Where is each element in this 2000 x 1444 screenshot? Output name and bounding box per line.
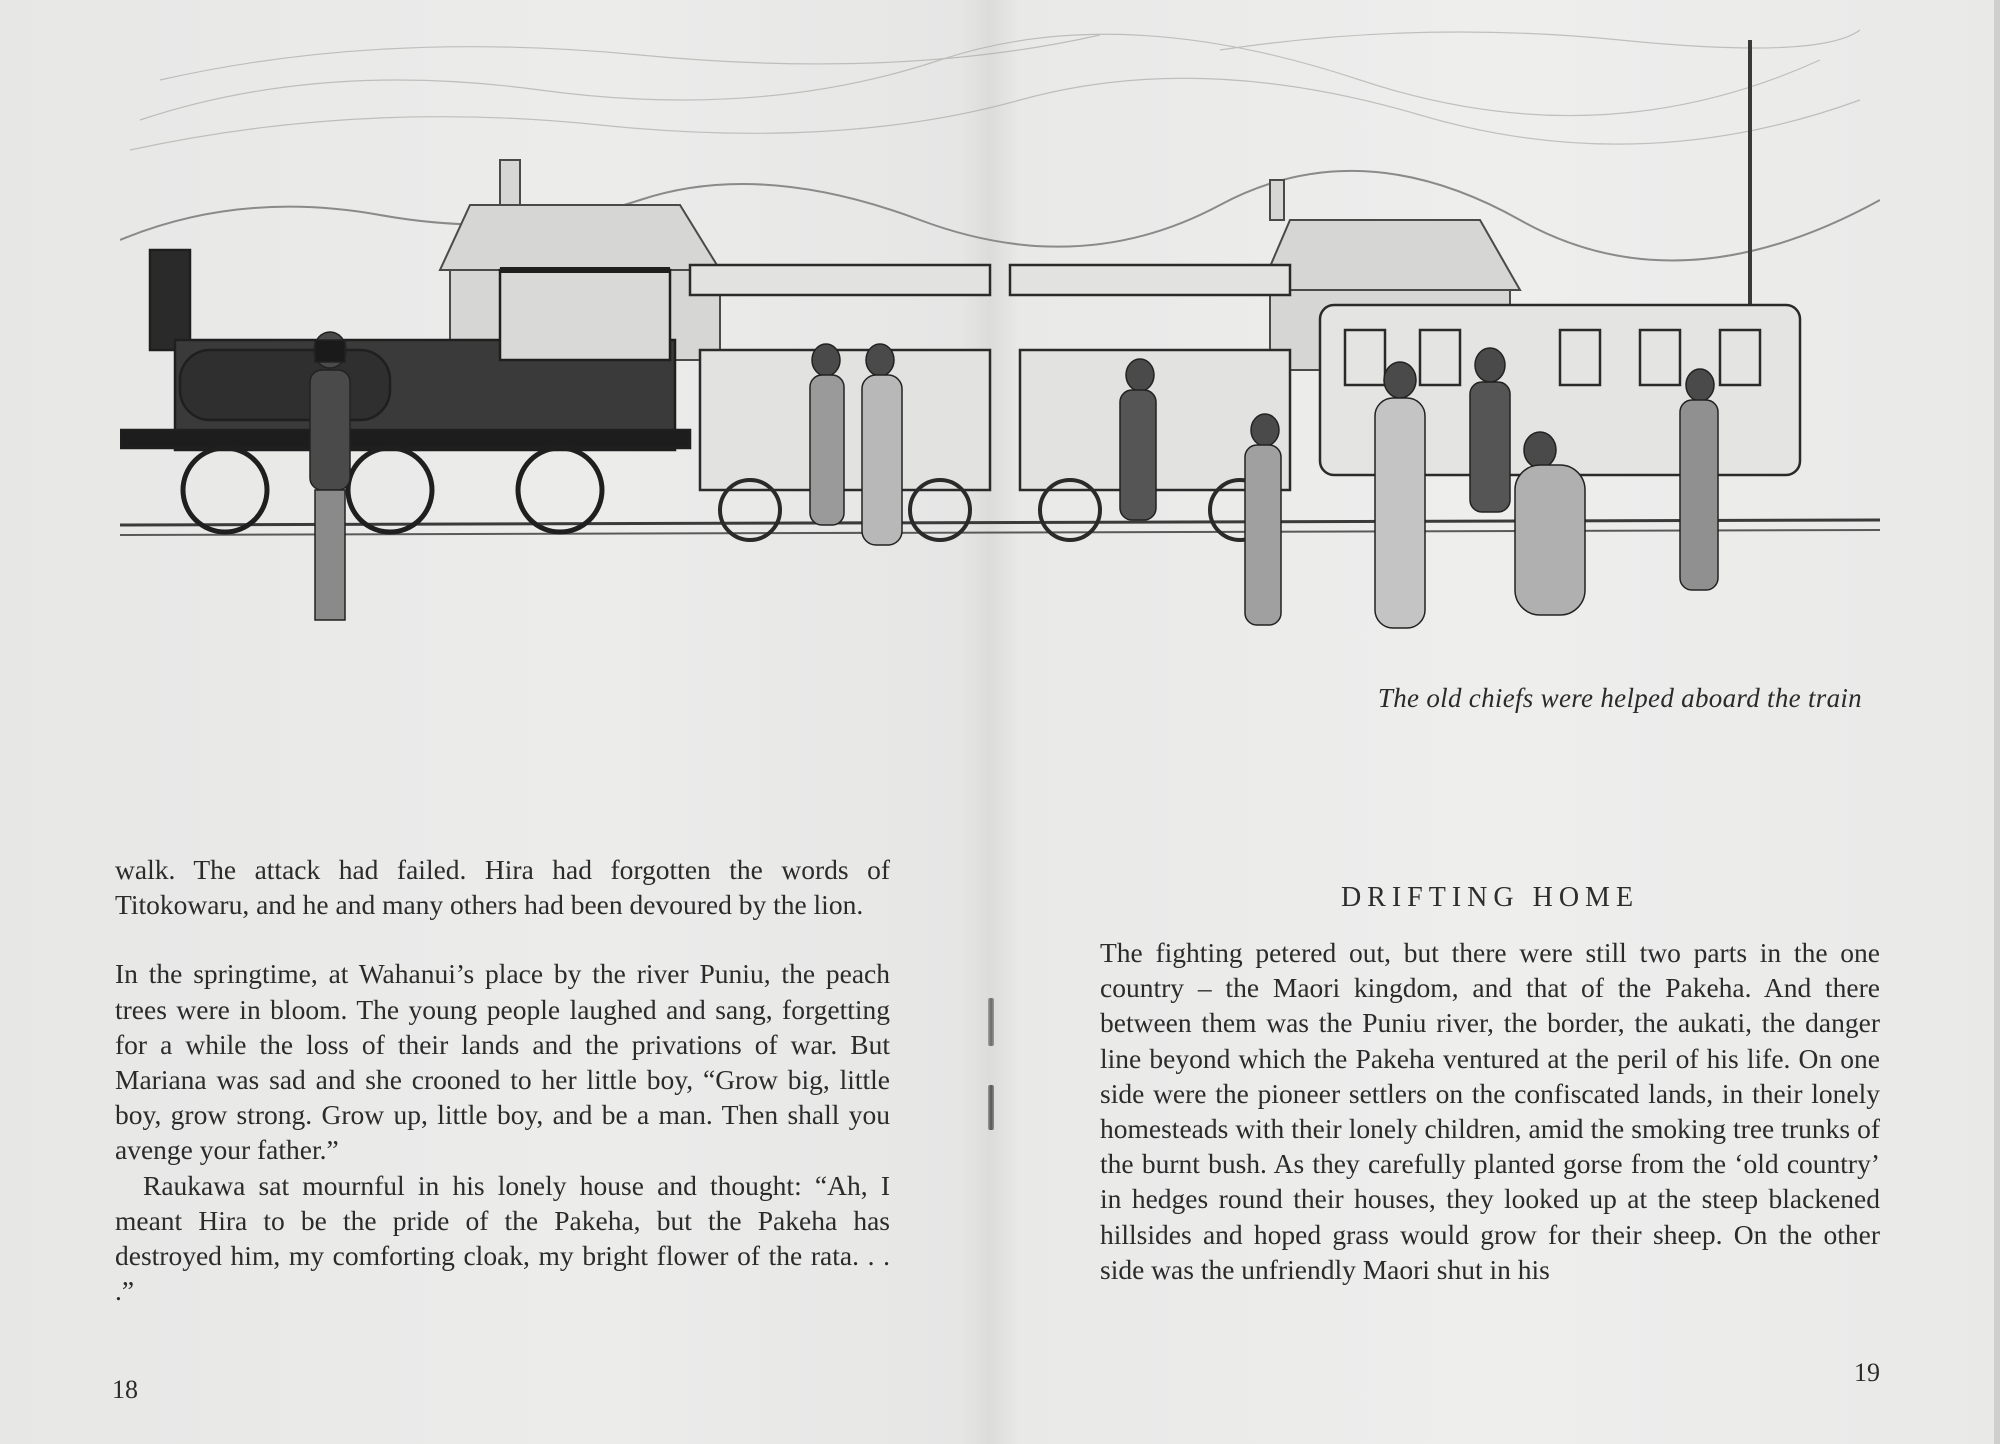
left-page-text	[115, 852, 890, 1308]
rail	[120, 520, 1880, 525]
illustration-caption: The old chiefs were helped aboard the train	[1377, 683, 1862, 713]
section-heading: DRIFTING HOME	[1340, 882, 1640, 913]
staple-bottom	[988, 1085, 994, 1130]
hills-outline	[120, 171, 1880, 261]
right-page-text	[1100, 935, 1880, 1287]
paragraph: walk. The attack had failed. Hira had forgotten the words of Titokowaru, and he and many others had been devoured by the lion.	[115, 854, 890, 921]
page-edge	[1994, 0, 2000, 1444]
paragraph: The fighting petered out, but there were still two parts in the one country – the Maori kingdom, and that of the Pakeha. And there between them was the Puniu river, the border, the aukati, the danger line beyond which the Pakeha ventured at the peril of his life. On one side were the pioneer settlers on the confiscated lands, in their lonely homesteads with their lonely children, amid the smoking tree trunks of the burnt bush. As they carefully planted gorse from the ‘old country’ in hedges round their houses, they looked up at the steep blackened hillsides and hoped grass would grow for their sheep. On the other side was the unfriendly Maori shut in his	[1100, 937, 1880, 1285]
staple-top	[988, 998, 994, 1046]
sky-hatching	[130, 30, 1860, 150]
page-number-left: 18	[112, 1375, 138, 1404]
train-illustration	[120, 20, 1880, 660]
locomotive	[120, 250, 690, 532]
page-number-right: 19	[1854, 1358, 1880, 1387]
paragraph: Raukawa sat mournful in his lonely house and thought: “Ah, I meant Hira to be the pride of the Pakeha, but the Pakeha has destroyed him, my comforting cloak, my bright flower of the rata. . . .”	[115, 1169, 890, 1307]
paragraph: In the springtime, at Wahanui’s place by the river Puniu, the peach trees were in bloom. The young people laughed and sang, forgetting for a while the loss of their lands and the privations of war. But Mariana was sad and she crooned to her little boy, “Grow big, little boy, grow strong. Grow up, little boy, and be a man. Then shall you avenge your father.”	[115, 958, 890, 1166]
